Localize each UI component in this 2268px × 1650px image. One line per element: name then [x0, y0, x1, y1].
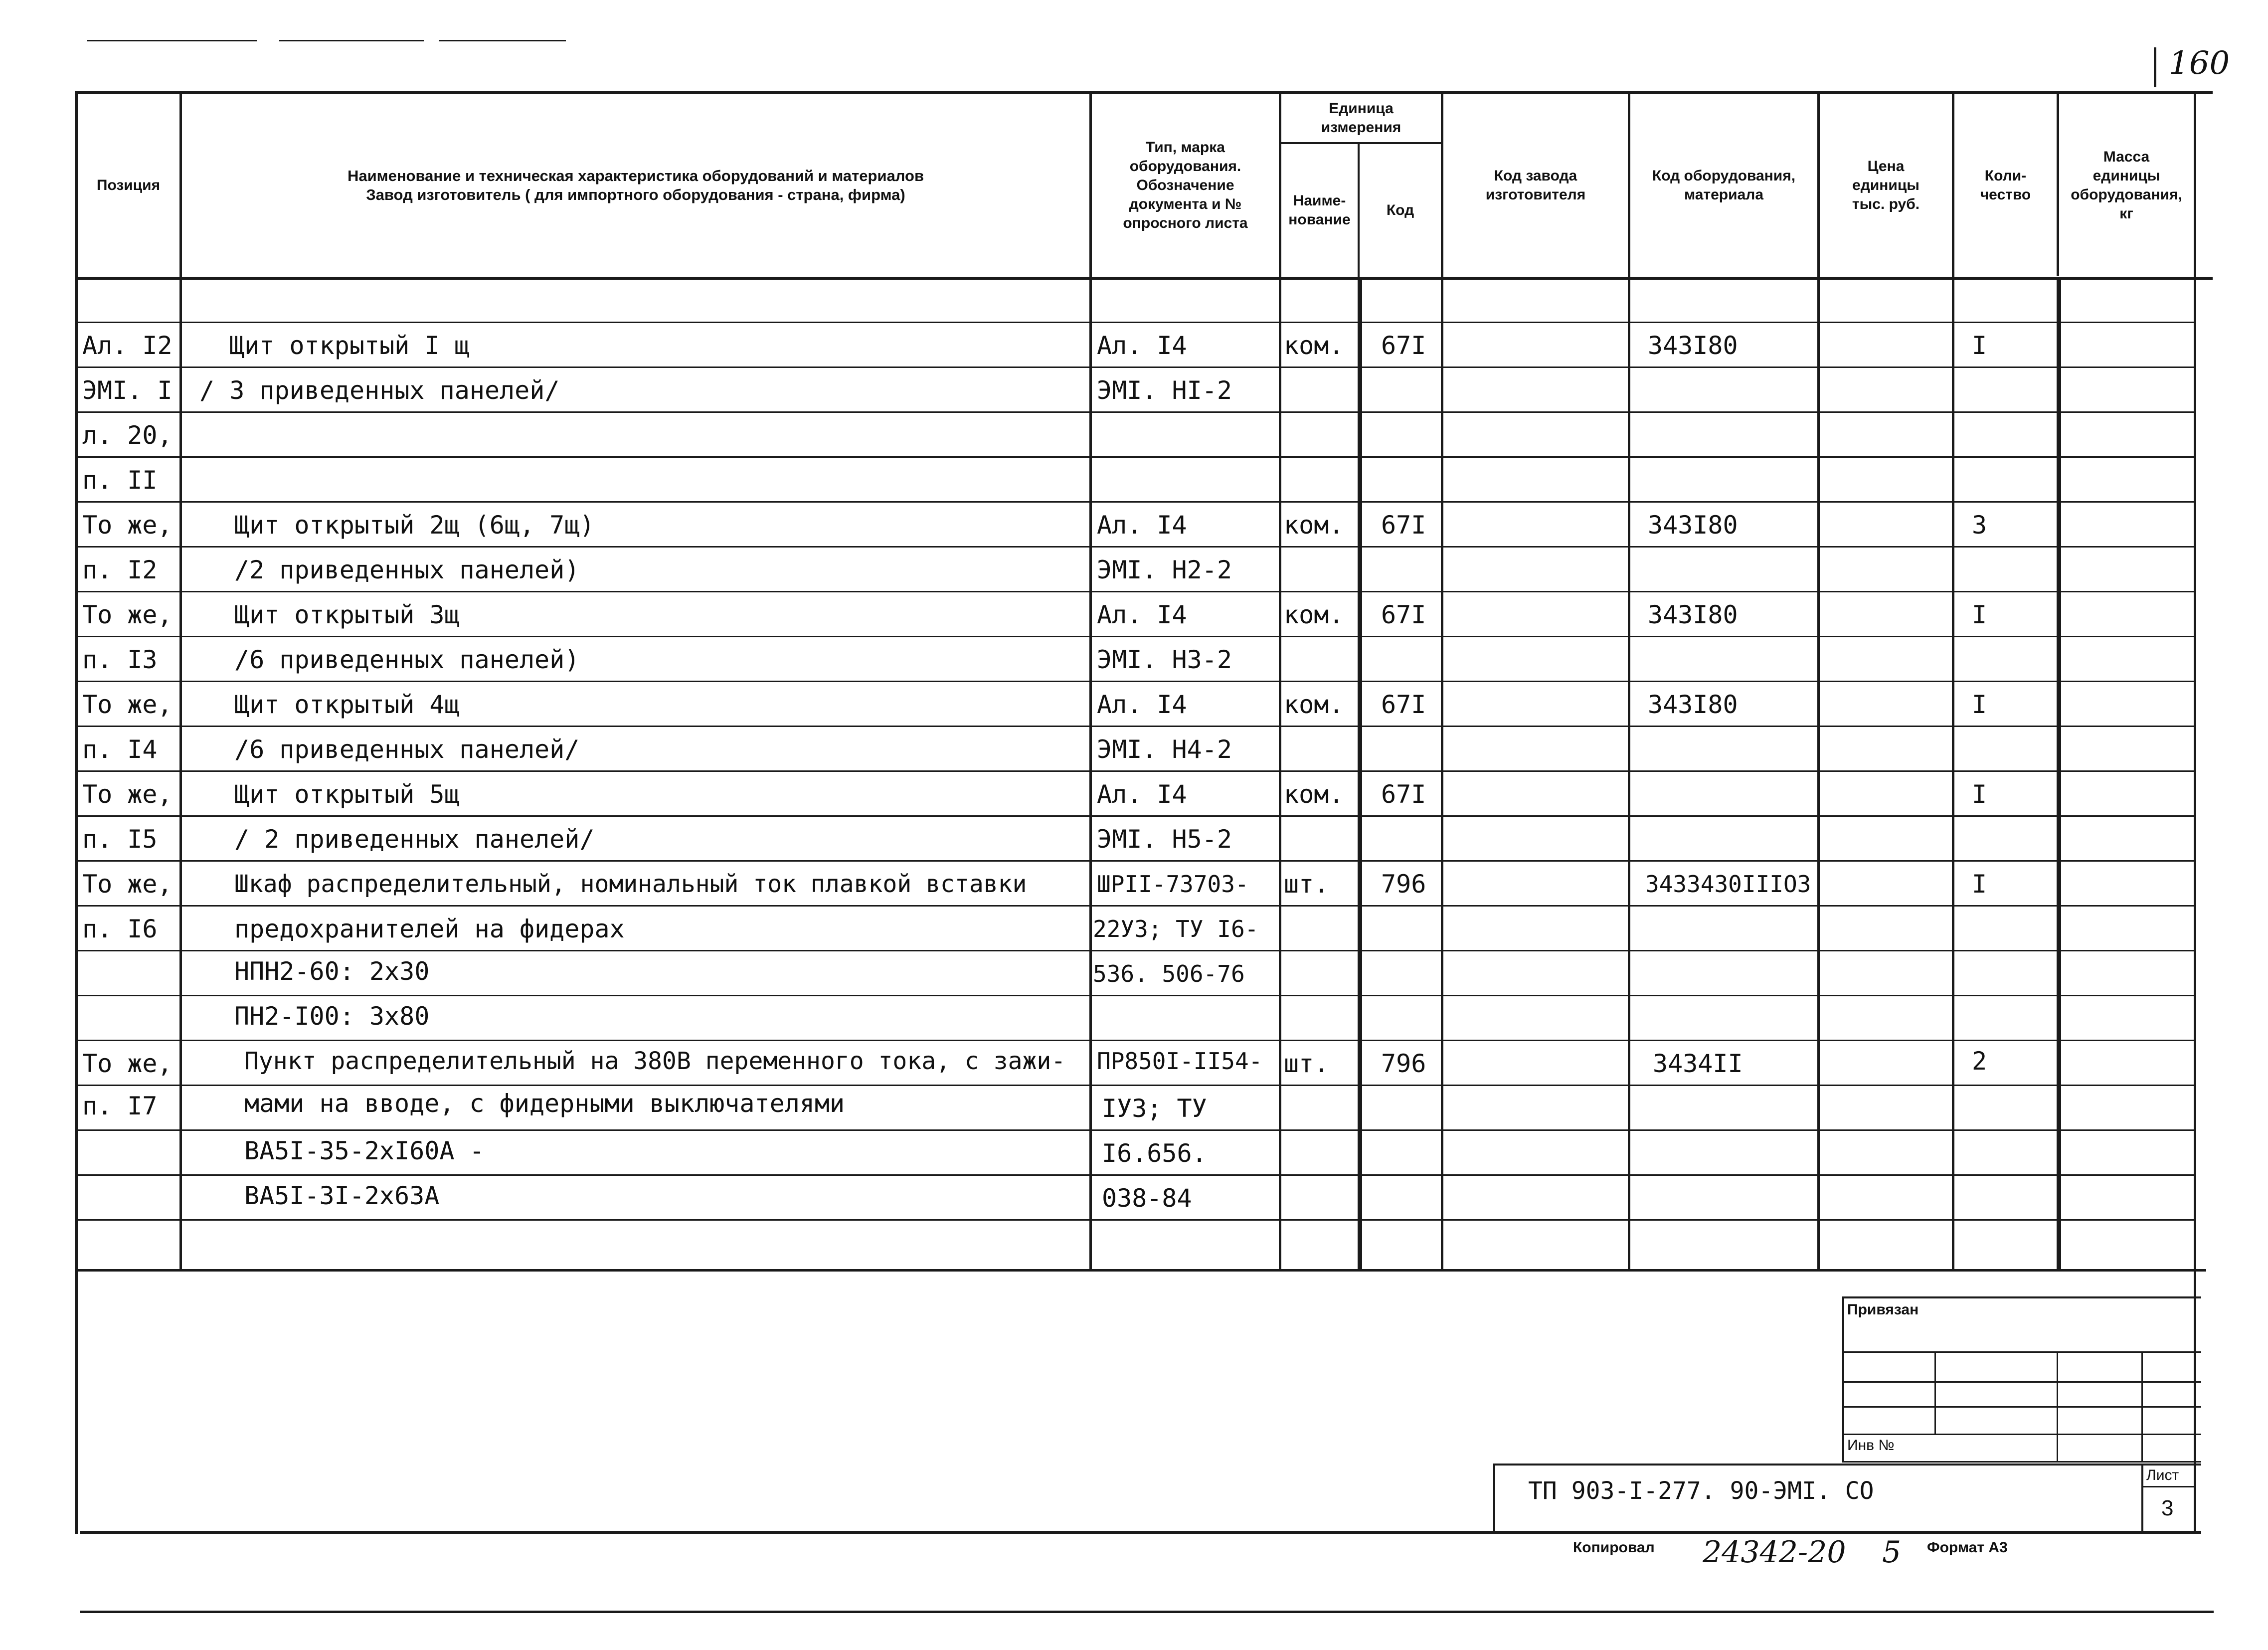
cell-name: Щит открытый 2щ (6щ, 7щ)	[234, 511, 595, 540]
cell-type: ЭМI. H3-2	[1097, 645, 1232, 674]
cell-name: Щит открытый I щ	[229, 331, 470, 360]
header-equipment-code: Код оборудования, материала	[1652, 168, 1796, 203]
cell-position: То же,	[82, 511, 173, 540]
cell-type: 22УЗ; ТУ I6-	[1093, 916, 1259, 942]
cell-code: 67I	[1381, 780, 1426, 809]
cell-quantity: I	[1972, 600, 1987, 629]
cell-unit: шт.	[1284, 1049, 1329, 1078]
bound-box-line	[1842, 1381, 2201, 1383]
cell-name: ВА5I-35-2xI60А -	[244, 1136, 485, 1165]
cell-equipment-code: 343I80	[1648, 600, 1738, 629]
sheet-box-left	[2141, 1464, 2143, 1534]
doc-code-left	[1493, 1464, 1495, 1534]
sheet-box-mid	[2141, 1486, 2196, 1487]
cell-quantity: I	[1972, 780, 1987, 809]
cell-quantity: 2	[1972, 1047, 1987, 1076]
cell-type: Ал. I4	[1097, 511, 1187, 540]
cell-name: /2 приведенных панелей)	[234, 555, 580, 584]
cell-type: 038-84	[1102, 1184, 1192, 1213]
sheet-number: 3	[2161, 1496, 2174, 1520]
bottom-rule	[80, 1611, 2214, 1613]
cell-type: Ал. I4	[1097, 780, 1187, 809]
sheet-label: Лист	[2146, 1467, 2179, 1483]
format-label: Формат А3	[1927, 1539, 2008, 1556]
cell-position: п. II	[82, 466, 158, 495]
cell-type: Ал. I4	[1097, 600, 1187, 629]
cell-name: / 3 приведенных панелей/	[199, 376, 560, 405]
cell-name: / 2 приведенных панелей/	[234, 825, 595, 854]
cell-type: ШРII-73703-	[1097, 871, 1249, 898]
cell-name: /6 приведенных панелей/	[234, 735, 580, 764]
header-quantity: Коли- чество	[1980, 168, 2031, 203]
bound-box-left	[1842, 1296, 1844, 1461]
cell-equipment-code: 3433430IIIO3	[1645, 871, 1811, 898]
header-type: Тип, марка оборудования. Обозначение документа и № опросного листа	[1123, 139, 1248, 231]
cell-type: ЭМI. H4-2	[1097, 735, 1232, 764]
cell-name: /6 приведенных панелей)	[234, 645, 580, 674]
cell-name: мами на вводе, с фидерными выключателями	[244, 1089, 845, 1118]
cell-position: То же,	[82, 600, 173, 629]
cell-position: ЭМI. I	[82, 376, 173, 405]
cell-equipment-code: 343I80	[1648, 690, 1738, 719]
cell-position: п. I5	[82, 825, 158, 854]
cell-code: 796	[1381, 1049, 1426, 1078]
doc-code: ТП 903-I-277. 90-ЭМI. СО	[1528, 1477, 1874, 1505]
cell-position: п. I2	[82, 555, 158, 584]
cell-name: Пункт распределительный на 380В переменного тока, с зажи-	[244, 1047, 1066, 1075]
cell-type: 536. 506-76	[1093, 960, 1245, 987]
cell-code: 67I	[1381, 600, 1426, 629]
bound-box-line	[1842, 1434, 2201, 1435]
cell-code: 67I	[1381, 690, 1426, 719]
cell-unit: шт.	[1284, 870, 1329, 899]
cell-type: Ал. I4	[1097, 331, 1187, 360]
cell-name: предохранителей на фидерах	[234, 915, 625, 943]
cell-quantity: I	[1972, 331, 1987, 360]
page-number: 160	[2169, 45, 2230, 82]
cell-unit: ком.	[1284, 600, 1344, 629]
cell-name: НПН2-60: 2x30	[234, 957, 430, 986]
cell-equipment-code: 343I80	[1648, 331, 1738, 360]
cell-name: Щит открытый 5щ	[234, 780, 460, 809]
header-unit-group: Единица измерения	[1321, 100, 1401, 136]
cell-quantity: 3	[1972, 511, 1987, 540]
cell-name: ВА5I-3I-2x63А	[244, 1181, 440, 1210]
cell-type: I6.656.	[1102, 1139, 1207, 1168]
bound-box-line	[1842, 1406, 2201, 1408]
bound-box-line	[1842, 1351, 2201, 1353]
inv-label: Инв №	[1847, 1437, 1895, 1454]
cell-name: Шкаф распределительный, номинальный ток плавкой вставки	[234, 870, 1027, 898]
header-factory-code: Код завода изготовителя	[1485, 168, 1586, 203]
bound-box-line	[1842, 1461, 2201, 1463]
cell-position: п. I7	[82, 1092, 158, 1120]
bound-box-col	[2141, 1351, 2143, 1461]
cell-type: Ал. I4	[1097, 690, 1187, 719]
cell-position: п. I4	[82, 735, 158, 764]
bound-box-top	[1842, 1296, 2201, 1298]
cell-position: То же,	[82, 780, 173, 809]
cell-position: л. 20,	[82, 421, 173, 450]
cell-position: п. I3	[82, 645, 158, 674]
bound-box-col	[2057, 1351, 2058, 1461]
cell-unit: ком.	[1284, 690, 1344, 719]
cell-name: Щит открытый 3щ	[234, 600, 460, 629]
copy-number: 5	[1882, 1535, 1902, 1570]
header-position: Позиция	[96, 177, 161, 193]
header-unit-name: Наиме- нование	[1288, 192, 1351, 228]
cell-name: Щит открытый 4щ	[234, 690, 460, 719]
cell-unit: ком.	[1284, 511, 1344, 540]
cell-position: п. I6	[82, 915, 158, 943]
cell-type: ЭМI. H2-2	[1097, 555, 1232, 584]
header-unit-code: Код	[1386, 202, 1414, 218]
cell-type: ПР850I-II54-	[1097, 1048, 1263, 1075]
cell-equipment-code: 3434II	[1653, 1049, 1743, 1078]
cell-unit: ком.	[1284, 780, 1344, 809]
cell-code: 67I	[1381, 511, 1426, 540]
bound-label: Привязан	[1847, 1301, 1919, 1318]
doc-code-top	[1493, 1464, 2201, 1466]
cell-type: IУЗ; ТУ	[1102, 1094, 1207, 1123]
cell-code: 67I	[1381, 331, 1426, 360]
header-mass: Масса единицы оборудования, кг	[2071, 149, 2182, 222]
cell-quantity: I	[1972, 870, 1987, 899]
bound-box-col	[1934, 1351, 1936, 1434]
cell-unit: ком.	[1284, 331, 1344, 360]
cell-position: Ал. I2	[82, 331, 173, 360]
header-name: Наименование и техническая характеристика оборудований и материалов Завод изготовитель ( для импортного оборудования - страна, фирма)	[347, 167, 924, 203]
cell-position: То же,	[82, 1049, 173, 1078]
order-number: 24342-20	[1703, 1535, 1846, 1570]
cell-quantity: I	[1972, 690, 1987, 719]
header-price: Цена единицы тыс. руб.	[1852, 158, 1920, 212]
cell-name: ПН2-I00: 3x80	[234, 1002, 430, 1031]
cell-type: ЭМI. HI-2	[1097, 376, 1232, 405]
cell-code: 796	[1381, 870, 1426, 899]
cell-position: То же,	[82, 870, 173, 899]
cell-position: То же,	[82, 690, 173, 719]
cell-equipment-code: 343I80	[1648, 511, 1738, 540]
copied-label: Копировал	[1573, 1539, 1655, 1556]
cell-type: ЭМI. H5-2	[1097, 825, 1232, 854]
